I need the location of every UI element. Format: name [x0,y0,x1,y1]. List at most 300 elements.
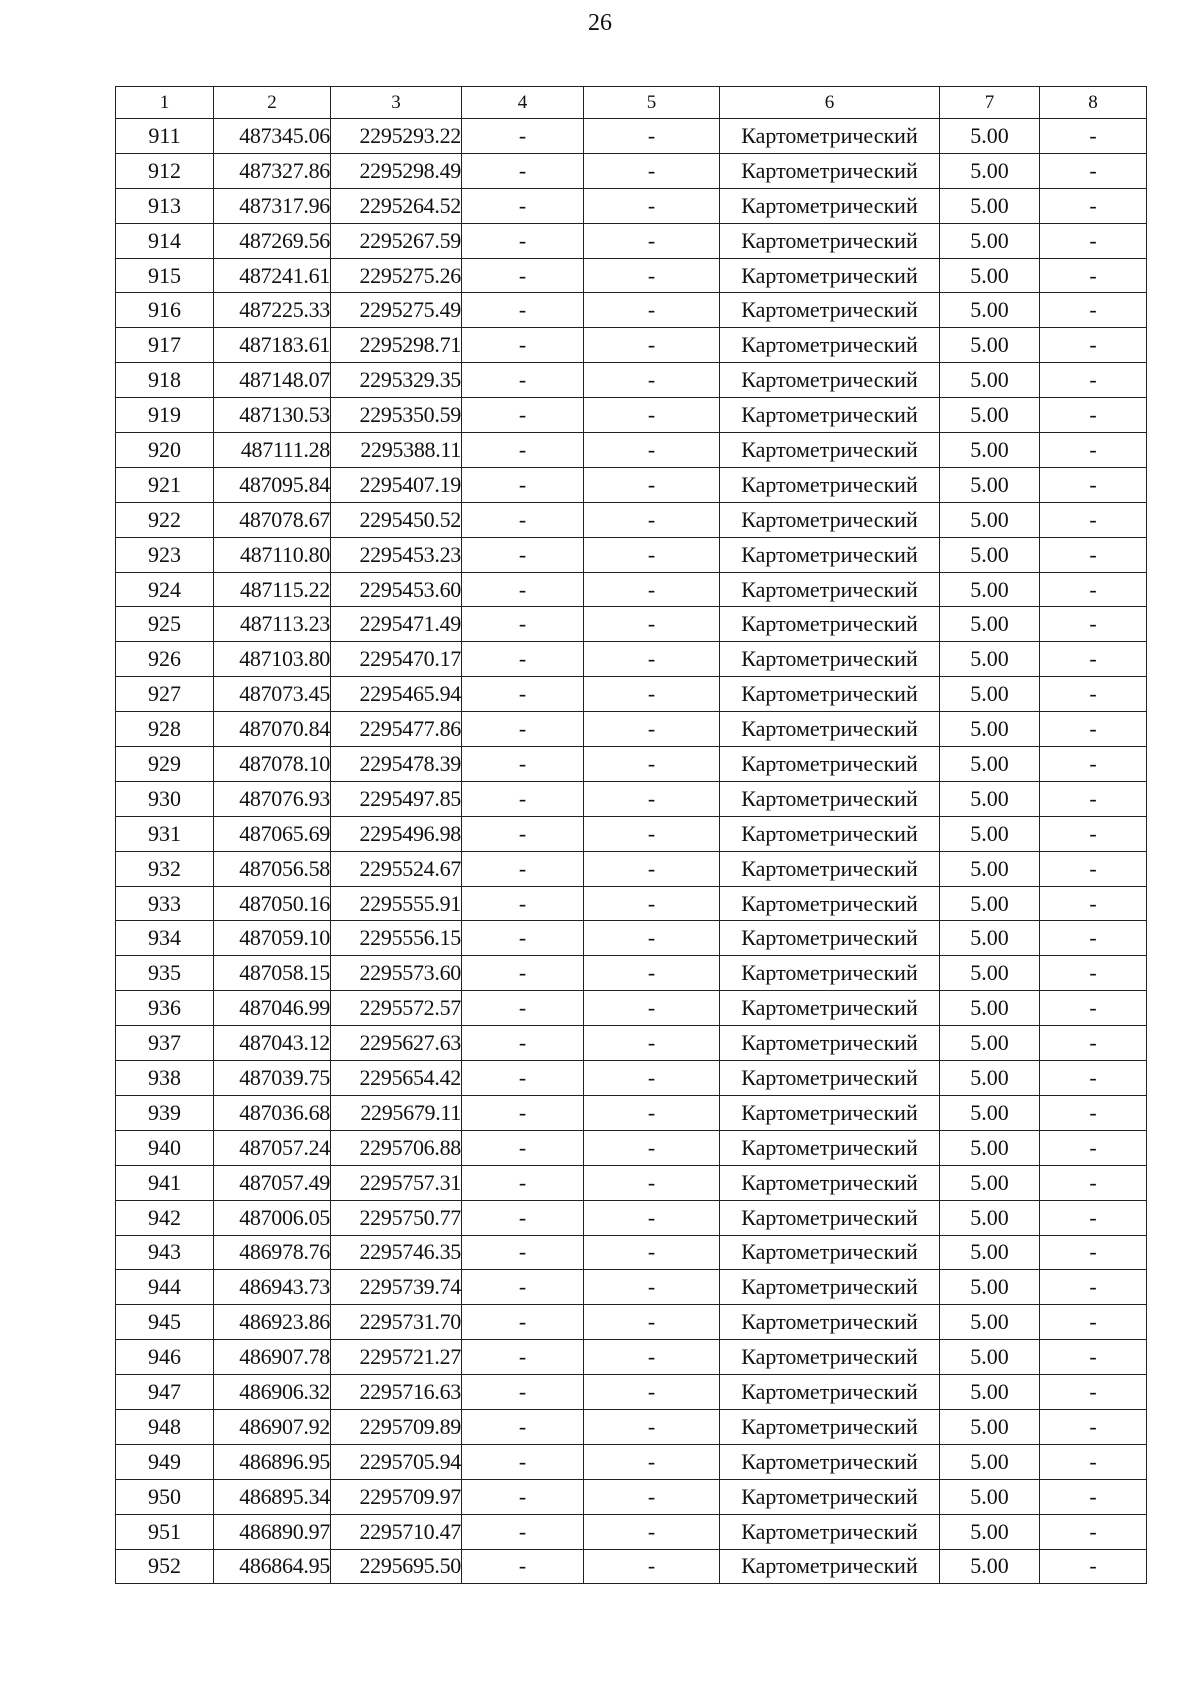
col5-value-cell: - [584,1479,720,1514]
point-number-cell: 948 [116,1409,214,1444]
table-row [116,363,1147,398]
col5-value-cell: - [584,1026,720,1061]
point-number-cell: 925 [116,607,214,642]
point-number-cell: 944 [116,1270,214,1305]
col5-value-cell: - [584,1130,720,1165]
coordinate-x-cell: 487095.84 [214,467,331,502]
method-cell: Картометрический [720,363,940,398]
col8-value-cell: - [1040,991,1147,1026]
method-cell: Картометрический [720,153,940,188]
col4-value-cell: - [462,886,584,921]
column-header: 7 [940,87,1040,119]
col8-value-cell: - [1040,119,1147,154]
table-row [116,921,1147,956]
coordinate-x-cell: 487050.16 [214,886,331,921]
col5-value-cell: - [584,816,720,851]
method-cell: Картометрический [720,537,940,572]
table-row [116,677,1147,712]
col8-value-cell: - [1040,1549,1147,1584]
coordinate-x-cell: 486907.92 [214,1409,331,1444]
coordinate-x-cell: 486906.32 [214,1375,331,1410]
point-number-cell: 911 [116,119,214,154]
coordinate-x-cell: 487065.69 [214,816,331,851]
point-number-cell: 942 [116,1200,214,1235]
col5-value-cell: - [584,712,720,747]
accuracy-cell: 5.00 [940,607,1040,642]
col5-value-cell: - [584,1235,720,1270]
method-cell: Картометрический [720,433,940,468]
coordinate-x-cell: 487056.58 [214,851,331,886]
table-row [116,502,1147,537]
col8-value-cell: - [1040,1235,1147,1270]
accuracy-cell: 5.00 [940,677,1040,712]
col5-value-cell: - [584,1305,720,1340]
coordinate-y-cell: 2295750.77 [331,1200,462,1235]
coordinates-table [115,86,1147,1584]
table-row [116,1061,1147,1096]
col4-value-cell: - [462,1479,584,1514]
col5-value-cell: - [584,433,720,468]
coordinate-x-cell: 487078.67 [214,502,331,537]
col4-value-cell: - [462,328,584,363]
col5-value-cell: - [584,1549,720,1584]
point-number-cell: 938 [116,1061,214,1096]
col4-value-cell: - [462,398,584,433]
col8-value-cell: - [1040,1444,1147,1479]
column-header: 1 [116,87,214,119]
method-cell: Картометрический [720,1130,940,1165]
coordinate-y-cell: 2295453.60 [331,572,462,607]
point-number-cell: 949 [116,1444,214,1479]
col5-value-cell: - [584,747,720,782]
col5-value-cell: - [584,1409,720,1444]
col5-value-cell: - [584,851,720,886]
col4-value-cell: - [462,1235,584,1270]
col8-value-cell: - [1040,572,1147,607]
col5-value-cell: - [584,467,720,502]
accuracy-cell: 5.00 [940,1235,1040,1270]
table-row [116,1165,1147,1200]
method-cell: Картометрический [720,991,940,1026]
table-row [116,781,1147,816]
table-row [116,1479,1147,1514]
coordinate-y-cell: 2295695.50 [331,1549,462,1584]
accuracy-cell: 5.00 [940,328,1040,363]
method-cell: Картометрический [720,467,940,502]
column-header: 6 [720,87,940,119]
coordinate-x-cell: 486923.86 [214,1305,331,1340]
col8-value-cell: - [1040,328,1147,363]
method-cell: Картометрический [720,1340,940,1375]
col4-value-cell: - [462,677,584,712]
method-cell: Картометрический [720,1409,940,1444]
table-row [116,293,1147,328]
coordinate-x-cell: 487225.33 [214,293,331,328]
accuracy-cell: 5.00 [940,153,1040,188]
accuracy-cell: 5.00 [940,398,1040,433]
table-row [116,1409,1147,1444]
coordinate-y-cell: 2295721.27 [331,1340,462,1375]
coordinate-x-cell: 487043.12 [214,1026,331,1061]
col8-value-cell: - [1040,851,1147,886]
col8-value-cell: - [1040,1340,1147,1375]
point-number-cell: 939 [116,1095,214,1130]
col5-value-cell: - [584,398,720,433]
method-cell: Картометрический [720,1200,940,1235]
coordinate-y-cell: 2295709.89 [331,1409,462,1444]
accuracy-cell: 5.00 [940,188,1040,223]
point-number-cell: 913 [116,188,214,223]
coordinate-y-cell: 2295524.67 [331,851,462,886]
col5-value-cell: - [584,328,720,363]
coordinate-x-cell: 487317.96 [214,188,331,223]
accuracy-cell: 5.00 [940,1409,1040,1444]
col5-value-cell: - [584,886,720,921]
coordinate-x-cell: 487241.61 [214,258,331,293]
table-row [116,572,1147,607]
col5-value-cell: - [584,1514,720,1549]
table-row [116,1130,1147,1165]
col8-value-cell: - [1040,537,1147,572]
coordinate-x-cell: 486907.78 [214,1340,331,1375]
accuracy-cell: 5.00 [940,1340,1040,1375]
point-number-cell: 929 [116,747,214,782]
coordinate-x-cell: 487130.53 [214,398,331,433]
col8-value-cell: - [1040,1514,1147,1549]
accuracy-cell: 5.00 [940,1375,1040,1410]
coordinate-y-cell: 2295757.31 [331,1165,462,1200]
col4-value-cell: - [462,1444,584,1479]
col8-value-cell: - [1040,467,1147,502]
col4-value-cell: - [462,572,584,607]
accuracy-cell: 5.00 [940,572,1040,607]
point-number-cell: 951 [116,1514,214,1549]
method-cell: Картометрический [720,642,940,677]
col4-value-cell: - [462,851,584,886]
coordinate-x-cell: 487148.07 [214,363,331,398]
col5-value-cell: - [584,1095,720,1130]
col4-value-cell: - [462,363,584,398]
accuracy-cell: 5.00 [940,1061,1040,1096]
method-cell: Картометрический [720,1444,940,1479]
coordinate-x-cell: 487110.80 [214,537,331,572]
col8-value-cell: - [1040,258,1147,293]
coordinate-y-cell: 2295477.86 [331,712,462,747]
col5-value-cell: - [584,258,720,293]
point-number-cell: 937 [116,1026,214,1061]
accuracy-cell: 5.00 [940,886,1040,921]
col4-value-cell: - [462,537,584,572]
coordinate-x-cell: 486978.76 [214,1235,331,1270]
col4-value-cell: - [462,502,584,537]
table-row [116,258,1147,293]
col5-value-cell: - [584,1340,720,1375]
col8-value-cell: - [1040,1305,1147,1340]
col4-value-cell: - [462,1061,584,1096]
point-number-cell: 915 [116,258,214,293]
coordinate-x-cell: 486864.95 [214,1549,331,1584]
col8-value-cell: - [1040,781,1147,816]
coordinate-y-cell: 2295298.71 [331,328,462,363]
accuracy-cell: 5.00 [940,851,1040,886]
table-row [116,1340,1147,1375]
coordinate-y-cell: 2295407.19 [331,467,462,502]
coordinate-x-cell: 486895.34 [214,1479,331,1514]
col5-value-cell: - [584,956,720,991]
coordinate-y-cell: 2295679.11 [331,1095,462,1130]
coordinate-y-cell: 2295654.42 [331,1061,462,1096]
col4-value-cell: - [462,119,584,154]
col8-value-cell: - [1040,188,1147,223]
method-cell: Картометрический [720,119,940,154]
col5-value-cell: - [584,607,720,642]
coordinate-y-cell: 2295496.98 [331,816,462,851]
method-cell: Картометрический [720,223,940,258]
coordinate-x-cell: 487269.56 [214,223,331,258]
coordinate-x-cell: 487057.24 [214,1130,331,1165]
accuracy-cell: 5.00 [940,1130,1040,1165]
accuracy-cell: 5.00 [940,223,1040,258]
coordinate-y-cell: 2295555.91 [331,886,462,921]
point-number-cell: 936 [116,991,214,1026]
method-cell: Картометрический [720,258,940,293]
table-row [116,1095,1147,1130]
coordinate-x-cell: 487345.06 [214,119,331,154]
point-number-cell: 935 [116,956,214,991]
col4-value-cell: - [462,258,584,293]
coordinate-x-cell: 487059.10 [214,921,331,956]
col8-value-cell: - [1040,642,1147,677]
col5-value-cell: - [584,1061,720,1096]
table-row [116,153,1147,188]
col8-value-cell: - [1040,1200,1147,1235]
coordinate-x-cell: 487183.61 [214,328,331,363]
accuracy-cell: 5.00 [940,502,1040,537]
point-number-cell: 916 [116,293,214,328]
point-number-cell: 914 [116,223,214,258]
point-number-cell: 919 [116,398,214,433]
accuracy-cell: 5.00 [940,781,1040,816]
col5-value-cell: - [584,921,720,956]
coordinate-y-cell: 2295388.11 [331,433,462,468]
coordinate-y-cell: 2295453.23 [331,537,462,572]
col8-value-cell: - [1040,363,1147,398]
column-header: 3 [331,87,462,119]
method-cell: Картометрический [720,781,940,816]
column-header: 8 [1040,87,1147,119]
table-row [116,886,1147,921]
coordinate-x-cell: 487113.23 [214,607,331,642]
coordinate-x-cell: 487327.86 [214,153,331,188]
col4-value-cell: - [462,781,584,816]
accuracy-cell: 5.00 [940,537,1040,572]
accuracy-cell: 5.00 [940,293,1040,328]
column-header: 2 [214,87,331,119]
method-cell: Картометрический [720,1165,940,1200]
col4-value-cell: - [462,607,584,642]
col5-value-cell: - [584,677,720,712]
col4-value-cell: - [462,153,584,188]
col8-value-cell: - [1040,1130,1147,1165]
table-row [116,328,1147,363]
coordinate-y-cell: 2295627.63 [331,1026,462,1061]
method-cell: Картометрический [720,886,940,921]
method-cell: Картометрический [720,677,940,712]
method-cell: Картометрический [720,1514,940,1549]
point-number-cell: 926 [116,642,214,677]
coordinate-x-cell: 487070.84 [214,712,331,747]
accuracy-cell: 5.00 [940,1165,1040,1200]
col8-value-cell: - [1040,677,1147,712]
point-number-cell: 922 [116,502,214,537]
col8-value-cell: - [1040,1165,1147,1200]
point-number-cell: 945 [116,1305,214,1340]
table-row [116,1549,1147,1584]
col4-value-cell: - [462,1095,584,1130]
accuracy-cell: 5.00 [940,1479,1040,1514]
col8-value-cell: - [1040,816,1147,851]
col5-value-cell: - [584,991,720,1026]
coordinate-y-cell: 2295350.59 [331,398,462,433]
point-number-cell: 924 [116,572,214,607]
coordinate-x-cell: 487039.75 [214,1061,331,1096]
col5-value-cell: - [584,223,720,258]
coordinate-y-cell: 2295716.63 [331,1375,462,1410]
coordinate-x-cell: 487036.68 [214,1095,331,1130]
col8-value-cell: - [1040,886,1147,921]
method-cell: Картометрический [720,607,940,642]
method-cell: Картометрический [720,572,940,607]
col4-value-cell: - [462,747,584,782]
col8-value-cell: - [1040,1479,1147,1514]
col4-value-cell: - [462,712,584,747]
col5-value-cell: - [584,1270,720,1305]
method-cell: Картометрический [720,1095,940,1130]
accuracy-cell: 5.00 [940,467,1040,502]
point-number-cell: 930 [116,781,214,816]
method-cell: Картометрический [720,188,940,223]
point-number-cell: 918 [116,363,214,398]
table-row [116,607,1147,642]
col5-value-cell: - [584,188,720,223]
table-row [116,991,1147,1026]
method-cell: Картометрический [720,851,940,886]
coordinate-x-cell: 487058.15 [214,956,331,991]
coordinate-x-cell: 486896.95 [214,1444,331,1479]
point-number-cell: 941 [116,1165,214,1200]
accuracy-cell: 5.00 [940,1549,1040,1584]
coordinate-y-cell: 2295267.59 [331,223,462,258]
point-number-cell: 933 [116,886,214,921]
col8-value-cell: - [1040,712,1147,747]
point-number-cell: 943 [116,1235,214,1270]
col8-value-cell: - [1040,956,1147,991]
coordinate-x-cell: 486890.97 [214,1514,331,1549]
coordinate-x-cell: 487006.05 [214,1200,331,1235]
method-cell: Картометрический [720,747,940,782]
col8-value-cell: - [1040,607,1147,642]
table-row [116,433,1147,468]
method-cell: Картометрический [720,1270,940,1305]
table-row [116,223,1147,258]
col8-value-cell: - [1040,1270,1147,1305]
col4-value-cell: - [462,1514,584,1549]
method-cell: Картометрический [720,502,940,537]
point-number-cell: 947 [116,1375,214,1410]
col8-value-cell: - [1040,1095,1147,1130]
point-number-cell: 946 [116,1340,214,1375]
point-number-cell: 917 [116,328,214,363]
accuracy-cell: 5.00 [940,433,1040,468]
method-cell: Картометрический [720,1235,940,1270]
coordinate-x-cell: 487103.80 [214,642,331,677]
table-row [116,1514,1147,1549]
point-number-cell: 940 [116,1130,214,1165]
coordinate-y-cell: 2295710.47 [331,1514,462,1549]
coordinate-y-cell: 2295706.88 [331,1130,462,1165]
coordinate-y-cell: 2295746.35 [331,1235,462,1270]
accuracy-cell: 5.00 [940,1444,1040,1479]
col8-value-cell: - [1040,1026,1147,1061]
coordinate-y-cell: 2295478.39 [331,747,462,782]
col8-value-cell: - [1040,747,1147,782]
col5-value-cell: - [584,502,720,537]
coordinate-x-cell: 487115.22 [214,572,331,607]
point-number-cell: 921 [116,467,214,502]
col8-value-cell: - [1040,921,1147,956]
method-cell: Картометрический [720,816,940,851]
table-row [116,712,1147,747]
method-cell: Картометрический [720,398,940,433]
col8-value-cell: - [1040,433,1147,468]
column-header: 5 [584,87,720,119]
coordinate-x-cell: 487076.93 [214,781,331,816]
table-body [116,119,1147,1584]
accuracy-cell: 5.00 [940,747,1040,782]
table-row [116,467,1147,502]
accuracy-cell: 5.00 [940,816,1040,851]
method-cell: Картометрический [720,1305,940,1340]
col4-value-cell: - [462,1270,584,1305]
col5-value-cell: - [584,153,720,188]
coordinate-y-cell: 2295298.49 [331,153,462,188]
table-row [116,642,1147,677]
col8-value-cell: - [1040,293,1147,328]
col5-value-cell: - [584,1444,720,1479]
accuracy-cell: 5.00 [940,712,1040,747]
table-row [116,1200,1147,1235]
method-cell: Картометрический [720,1479,940,1514]
col8-value-cell: - [1040,1061,1147,1096]
col4-value-cell: - [462,433,584,468]
point-number-cell: 952 [116,1549,214,1584]
method-cell: Картометрический [720,1061,940,1096]
coordinate-y-cell: 2295705.94 [331,1444,462,1479]
table-row [116,851,1147,886]
coordinate-y-cell: 2295275.26 [331,258,462,293]
table-row [116,816,1147,851]
col4-value-cell: - [462,1200,584,1235]
coordinate-y-cell: 2295709.97 [331,1479,462,1514]
coordinate-y-cell: 2295731.70 [331,1305,462,1340]
page-number: 26 [588,10,612,36]
table-row [116,119,1147,154]
point-number-cell: 934 [116,921,214,956]
coordinate-x-cell: 487046.99 [214,991,331,1026]
accuracy-cell: 5.00 [940,642,1040,677]
point-number-cell: 932 [116,851,214,886]
coordinate-x-cell: 486943.73 [214,1270,331,1305]
